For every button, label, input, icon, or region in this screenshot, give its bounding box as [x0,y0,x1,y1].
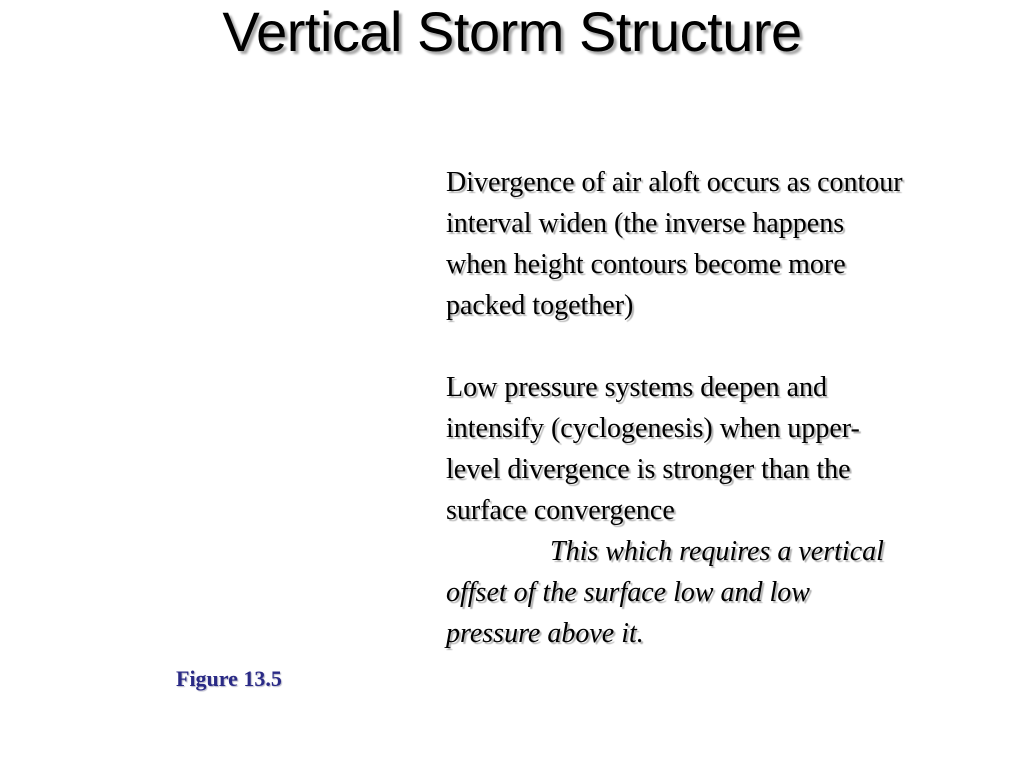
paragraph-line: This which requires a vertical [550,536,884,567]
paragraph-line: pressure above it. [446,618,644,649]
paragraph-divergence [446,162,1016,326]
slide-title: Vertical Storm Structure [222,0,802,63]
paragraph-line: when height contours become more [446,249,846,280]
paragraph-line: interval widen (the inverse happens [446,208,845,239]
paragraph-line: surface convergence [446,495,675,526]
paragraph-line: offset of the surface low and low [446,577,810,608]
figure-caption: Figure 13.5 [176,666,282,691]
paragraph-cyclogenesis [446,367,1016,531]
paragraph-vertical-offset [446,531,1016,654]
paragraph-spacer [446,326,1016,367]
paragraph-line: level divergence is stronger than the [446,454,851,485]
paragraph-line: Divergence of air aloft occurs as contour [446,167,903,198]
paragraph-line: intensify (cyclogenesis) when upper- [446,413,860,444]
paragraph-line: packed together) [446,290,634,321]
paragraph-line: Low pressure systems deepen and [446,372,828,403]
body-text [446,162,1016,654]
